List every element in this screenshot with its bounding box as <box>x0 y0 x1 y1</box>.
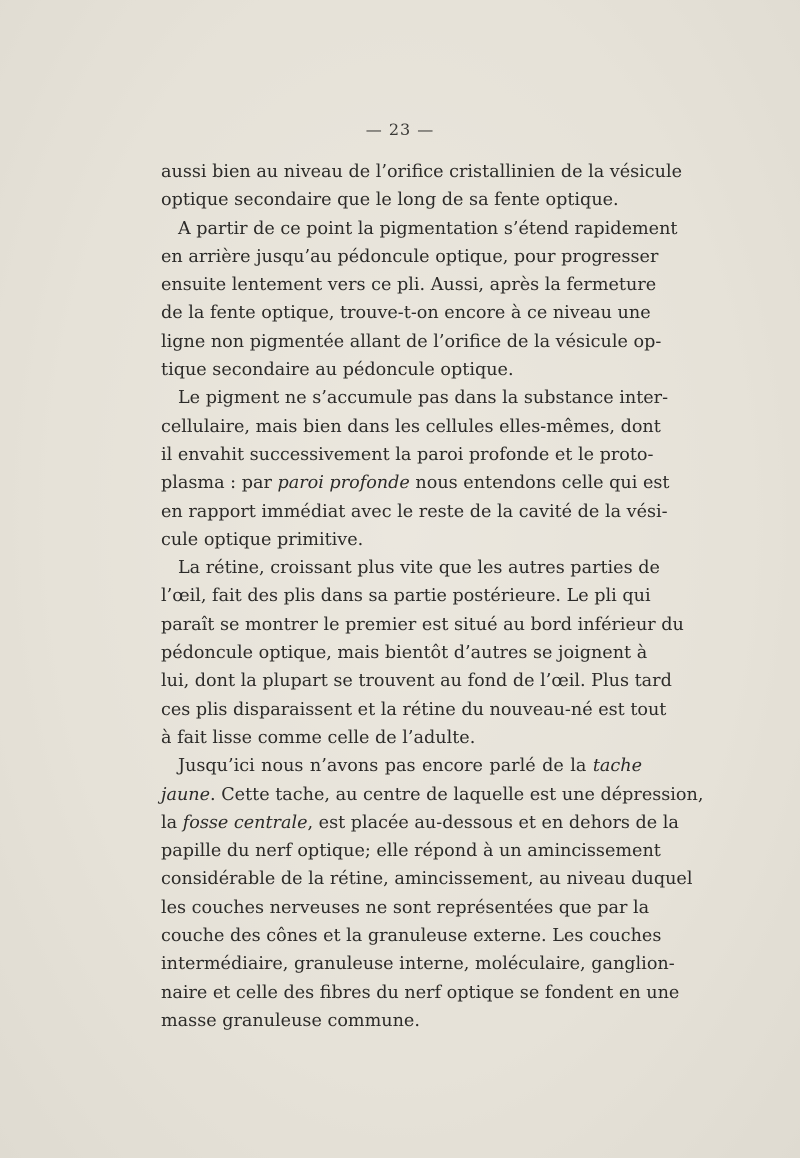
text-segment: . Cette tache, au centre de laquelle est une dépression, <box>210 784 704 805</box>
text-line <box>161 809 679 837</box>
text-line: masse granuleuse commune. <box>161 1010 420 1031</box>
text-line: aussi bien au niveau de l’orifice cristallinien de la vésicule <box>161 162 683 182</box>
text-line: tique secondaire au pédoncule optique. <box>161 360 514 381</box>
text-line: pédoncule optique, mais bientôt d’autres se joignent à <box>161 643 648 664</box>
text-line: A partir de ce point la pigmentation s’étend rapidement <box>178 218 678 239</box>
text-segment: nous entendons celle qui est <box>415 473 670 494</box>
text-line: cule optique primitive. <box>161 529 364 550</box>
page-number: — 23 — <box>365 120 435 139</box>
text-line: l’œil, fait des plis dans sa partie postérieure. Le pli qui <box>161 586 651 607</box>
text-line: à fait lisse comme celle de l’adulte. <box>161 727 476 748</box>
text-segment: plasma : par <box>161 473 272 494</box>
italic-term: paroi profonde <box>277 473 410 494</box>
text-line: optique secondaire que le long de sa fente optique. <box>161 190 619 211</box>
text-line: il envahit successivement la paroi profonde et le proto- <box>161 444 654 465</box>
text-line: intermédiaire, granuleuse interne, moléculaire, ganglion- <box>161 954 675 975</box>
text-line: en rapport immédiat avec le reste de la cavité de la vési- <box>161 501 668 522</box>
text-line: lui, dont la plupart se trouvent au fond de l’œil. Plus tard <box>161 671 672 692</box>
text-segment: , est placée au-dessous et en dehors de la <box>307 812 679 833</box>
text-line: paraît se montrer le premier est situé au bord inférieur du <box>161 614 684 635</box>
italic-term: tache <box>592 756 643 777</box>
text-line: ensuite lentement vers ce pli. Aussi, après la fermeture <box>161 275 657 296</box>
text-line: les couches nerveuses ne sont représentées que par la <box>161 897 650 918</box>
text-line <box>161 781 704 809</box>
text-line: cellulaire, mais bien dans les cellules elles-mêmes, dont <box>161 416 661 437</box>
text-line: Le pigment ne s’accumule pas dans la substance inter- <box>178 388 669 409</box>
text-line: couche des cônes et la granuleuse externe. Les couches <box>161 926 662 947</box>
text-line: considérable de la rétine, amincissement, au niveau duquel <box>161 869 693 890</box>
text-line: ces plis disparaissent et la rétine du nouveau-né est tout <box>161 699 667 720</box>
text-segment: la <box>161 812 178 833</box>
italic-term: jaune <box>161 784 211 805</box>
text-line: La rétine, croissant plus vite que les autres parties de <box>178 558 660 579</box>
text-line: de la fente optique, trouve-t-on encore à ce niveau une <box>161 303 651 324</box>
text-line: naire et celle des fibres du nerf optique se fondent en une <box>161 982 680 1003</box>
text-line: ligne non pigmentée allant de l’orifice de la vésicule op- <box>161 331 662 352</box>
text-line <box>161 752 642 780</box>
text-line: papille du nerf optique; elle répond à un amincissement <box>161 841 661 862</box>
text-line <box>161 469 670 497</box>
text-segment: Jusqu’ici nous n’avons pas encore parlé de la <box>178 756 587 777</box>
italic-term: fosse centrale <box>182 812 308 833</box>
text-line: en arrière jusqu’au pédoncule optique, pour progresser <box>161 246 659 267</box>
body-text <box>161 158 704 1035</box>
